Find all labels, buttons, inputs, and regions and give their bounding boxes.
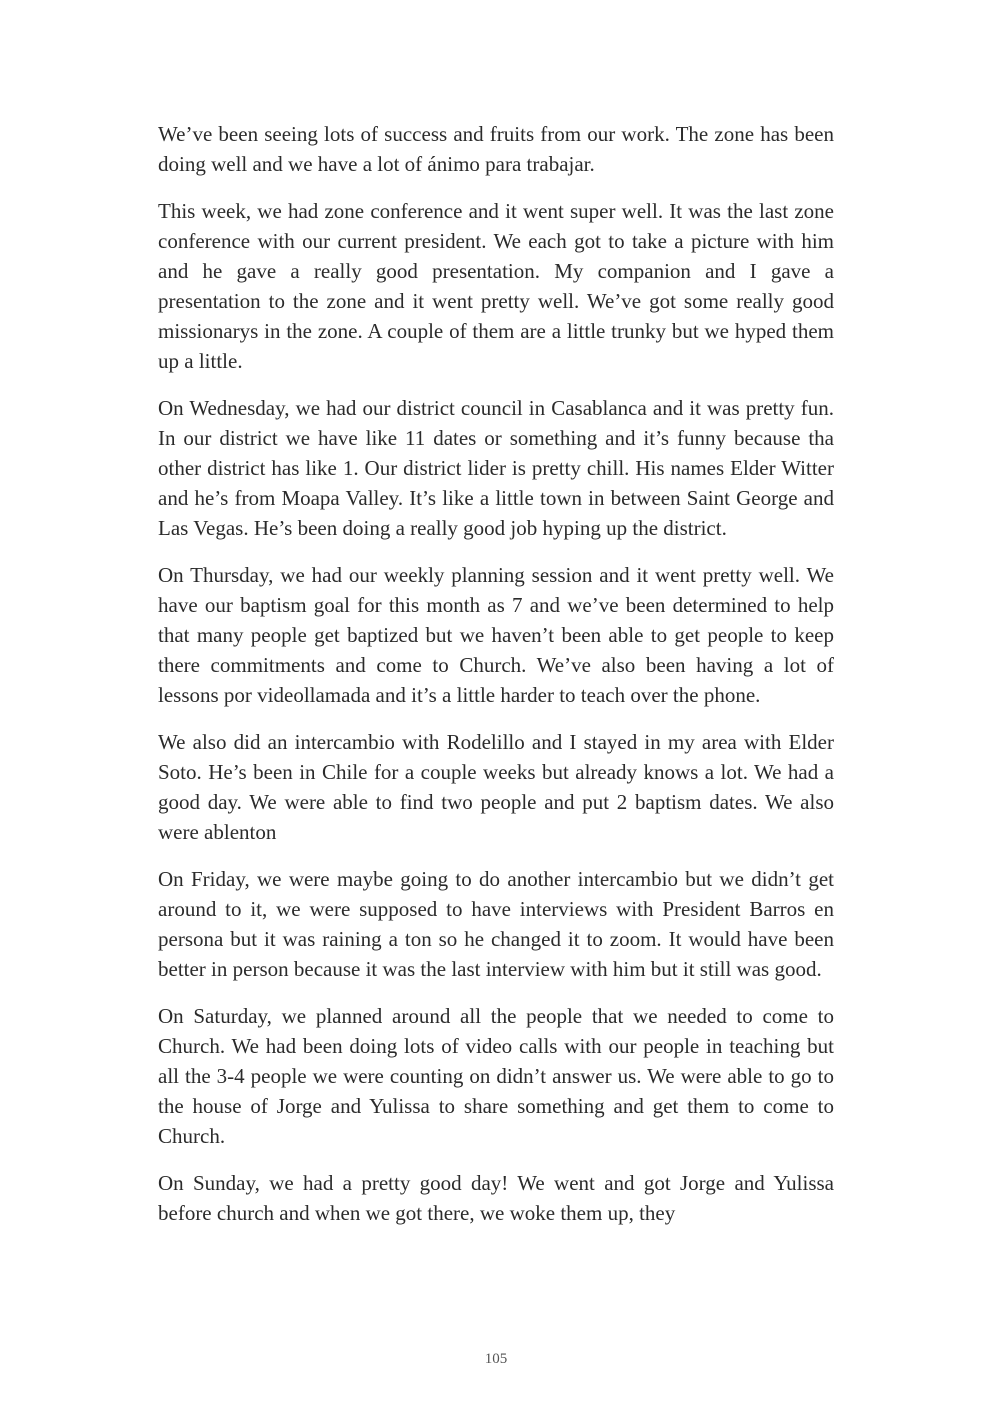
paragraph: On Friday, we were maybe going to do another intercambio but we didn’t get around to it, we were supposed to have interviews with President Barros en persona but it was raining a ton so he changed it to zoom. It would have been better in person because it was the last interview with him but it still was good. [158,867,834,981]
paragraph: On Wednesday, we had our district council in Casablanca and it was pretty fun. In our district we have like 11 dates or something and it’s funny because tha other district has like 1. Our district lider is pretty chill. His names Elder Witter and he’s from Moapa Valley. It’s like a little town in between Saint George and Las Vegas. He’s been doing a really good job hyping up the district. [158,396,834,540]
paragraph: On Saturday, we planned around all the people that we needed to come to Church. We had been doing lots of video calls with our people in teaching but all the 3-4 people we were counting on didn’t answer us. We were able to go to the house of Jorge and Yulissa to share something and get them to come to Church. [158,1004,834,1148]
paragraph: This week, we had zone conference and it went super well. It was the last zone conference with our current president. We each got to take a picture with him and he gave a really good presentation. My companion and I gave a presentation to the zone and it went pretty well. We’ve got some really good missionarys in the zone. A couple of them are a little trunky but we hyped them up a little. [158,199,834,373]
body-text [158,119,834,1245]
paragraph: On Thursday, we had our weekly planning session and it went pretty well. We have our baptism goal for this month as 7 and we’ve been determined to help that many people get baptized but we haven’t been able to get people to keep there commitments and come to Church. We’ve also been having a lot of lessons por videollamada and it’s a little harder to teach over the phone. [158,563,834,707]
paragraph: On Sunday, we had a pretty good day! We went and got Jorge and Yulissa before church and when we got there, we woke them up, they [158,1171,834,1225]
page-number: 105 [484,1351,508,1367]
paragraph: We’ve been seeing lots of success and fruits from our work. The zone has been doing well and we have a lot of ánimo para trabajar. [158,122,834,176]
paragraph: We also did an intercambio with Rodelillo and I stayed in my area with Elder Soto. He’s been in Chile for a couple weeks but already knows a lot. We had a good day. We were able to find two people and put 2 baptism dates. We also were ablenton [158,730,834,844]
